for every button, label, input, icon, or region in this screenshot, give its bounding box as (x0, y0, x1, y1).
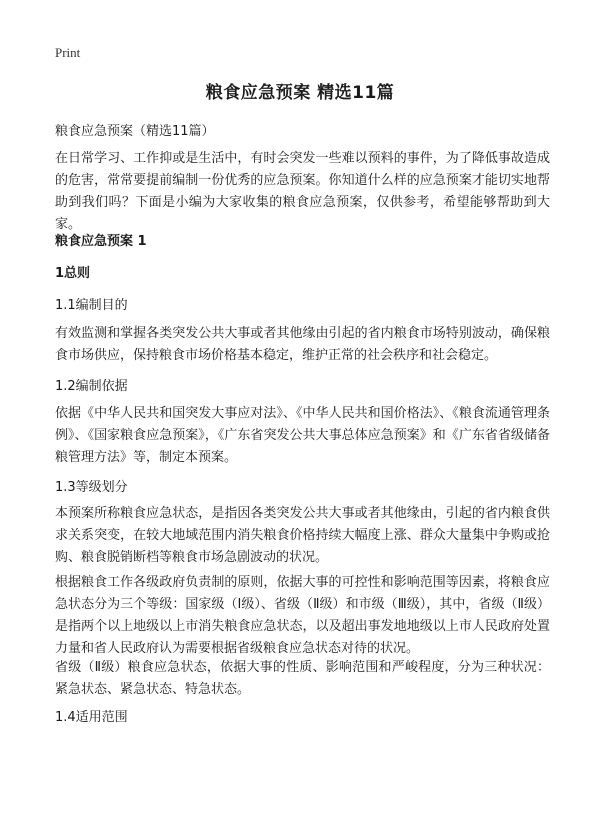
document-subtitle: 粮食应急预案（精选11篇） (55, 124, 215, 139)
paragraph-1-3-a: 本预案所称粮食应急状态，是指因各类突发公共大事或者其他缘由，引起的省内粮食供求关系突变，在较大地域范围内消失粮食价格持续大幅度上涨、群众大量集中争购或抢购、粮食脱销断档等粮食市场急剧波动的状况。 (55, 506, 550, 565)
intro-paragraph: 在日常学习、工作抑或是生活中，有时会突发一些难以预料的事件，为了降低事故造成的危害，常常要提前编制一份优秀的应急预案。你知道什么样的应急预案才能切实地帮助到我们吗？下面是小编为大家收集的粮食应急预案，仅供参考，希望能够帮助到大家。 (55, 151, 550, 232)
paragraph-1-3-c: 省级（Ⅱ级）粮食应急状态，依据大事的性质、影响范围和严峻程度，分为三种状况：紧急状态、紧急状态、特急状态。 (55, 660, 550, 697)
subsection-heading-1-1: 1.1编制目的 (55, 298, 128, 313)
paragraph-1-2: 依据《中华人民共和国突发大事应对法》、《中华人民共和国价格法》、《粮食流通管理条例》、《国家粮食应急预案》，《广东省突发公共大事总体应急预案》和《广东省省级储备粮管理方法》等，制定本预案。 (55, 406, 550, 465)
paragraph-1-3-b: 根据粮食工作各级政府负责制的原则，依据大事的可控性和影响范围等因素，将粮食应急状态分为三个等级：国家级（Ⅰ级）、省级（Ⅱ级）和市级（Ⅲ级），其中，省级（Ⅱ级）是指两个以上地级以上市消失粮食应急状态，以及超出事发地地级以上市人民政府处置力量和省人民政府认为需要根据省级粮食应急状态对待的状况。 (55, 575, 550, 656)
subsection-heading-1-2: 1.2编制依据 (55, 379, 128, 394)
subsection-heading-1-3: 1.3等级划分 (55, 480, 128, 495)
chapter-heading: 1总则 (55, 266, 91, 281)
page-title: 粮食应急预案 精选11篇 (205, 83, 395, 103)
section-heading: 粮食应急预案 1 (55, 234, 147, 249)
paragraph-1-1: 有效监测和掌握各类突发公共大事或者其他缘由引起的省内粮食市场特别波动，确保粮食市场供应，保持粮食市场价格基本稳定，维护正常的社会秩序和社会稳定。 (55, 326, 550, 363)
print-label: Print (55, 45, 81, 60)
subsection-heading-1-4: 1.4适用范围 (55, 710, 128, 725)
